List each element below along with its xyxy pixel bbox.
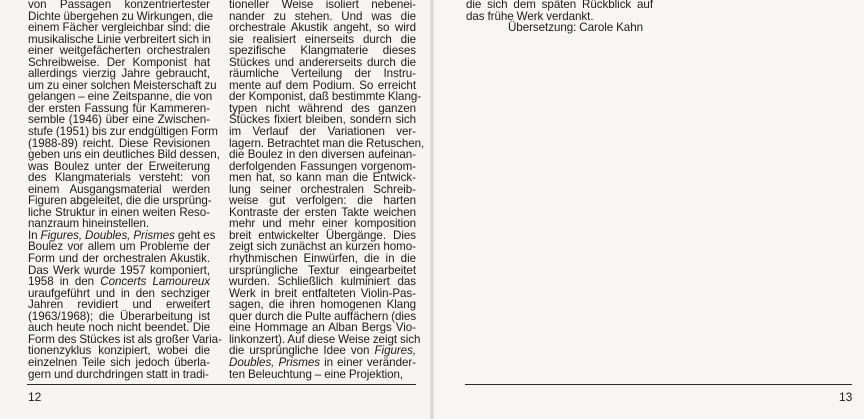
text-line: wurden. Schließlich kulminiert das [229,275,416,289]
footer-rule-right [465,384,852,385]
text-line: räumliche Verteilung der Instru- [229,67,416,81]
text-line: lung seiner orchestralen Schreib- [229,182,416,196]
text-line: eine Hommage an Alban Bergs Vio- [229,321,416,335]
text-line: (1963/1968); die Überarbeitung ist [28,309,210,323]
text-line: einem Fächer vergleichbar sind: die [28,21,210,35]
text-line: Werk in breit entfalteten Violin-Pas- [229,286,416,300]
text-line: men hat, so kann man die Entwick- [229,171,416,185]
text-line: tionenzyklus konzipiert, wobei die [28,344,210,358]
text-line: tioneller Weise isoliert nebenei- [229,0,416,11]
text-line: mente auf dem Podium. So erreicht [229,78,416,92]
text-line: rhythmischen Einwürfen, die in die [229,252,416,266]
text-line: allerdings vierzig Jahre gebraucht, [28,67,210,81]
text-line: linkonzert). Auf diese Weise zeigt sich [229,332,421,346]
text-line: mehr und mehr einer komposition [229,217,416,231]
text-line: Schreibweise. Der Komponist hat [28,55,210,69]
text-line: stufe (1951) bis zur endgültigen Form [28,125,218,139]
text-line: 1958 in den Concerts Lamoureux [28,275,210,289]
text-line: semble (1946) über eine Zwischen- [28,113,210,127]
text-line: auch heute noch nicht beendet. Die [28,321,210,335]
text-line: Boulez vor allem um Probleme der [28,240,210,254]
page-number-right: 13 [839,390,853,404]
text-line: Stückes und andererseits durch die [229,55,416,69]
text-line: orchestrale Akustik angeht, so wird [229,21,416,35]
text-line: liche Struktur in einen weiten Reso- [28,205,210,219]
text-line: quer durch die Pulte auffächern (dies [229,309,417,323]
text-line: geben uns ein deutliches Bild dessen, [28,148,220,162]
text-line: breit entwickelter Übergänge. Dies [229,228,416,242]
text-line: Doubles, Prismes in einer veränder- [229,355,416,369]
text-line: die Boulez in den diversen aufeinan- [229,148,416,162]
text-line: Kontraste der ersten Takte weichen [229,205,416,219]
text-line: von Passagen konzentriertester [28,0,210,11]
text-line: Form des Stückes ist als großer Varia- [28,332,222,346]
text-line: die sich dem späten Rückblick auf [466,0,653,11]
text-line: gern und durchdringen statt in tradi- [28,367,209,381]
text-line: lagern. Betrachtet man die Retuschen, [229,136,425,150]
text-line: was Boulez unter der Erweiterung [28,159,210,173]
text-line: weise gut verfolgen: die harten [229,194,416,208]
text-line: Figuren abgeleitet, die die ursprüng- [28,194,212,208]
text-line: das frühe Werk verdankt. [466,9,594,23]
text-line: gelangen – eine Zeitspanne, die von [28,90,213,104]
text-line: die ursprüngliche Idee von Figures, [229,344,416,358]
text-line: der ersten Fassung für Kammeren- [28,101,210,115]
text-line: typen nicht während des ganzen [229,101,416,115]
text-line: des Klangmaterials versteht: von [28,171,210,185]
text-line: nanzraum hineinstellen. [28,217,150,231]
text-line: um zu einer solchen Meisterschaft zu [28,78,217,92]
text-line: Stückes fixiert bleiben, sondern sich [229,113,416,127]
translator-credit: Übersetzung: Carole Kahn [507,21,643,35]
text-line: der Komponist, daß bestimmte Klang- [229,90,422,104]
text-line: Dichte übergehen zu Wirkungen, die [28,9,214,23]
text-line: nander zu stehen. Und was die [229,9,416,23]
text-line: im Verlauf der Variationen ver- [229,125,416,139]
text-line: Jahren revidiert und erweitert [28,298,210,312]
text-line: Das Werk wurde 1957 komponiert, [28,263,210,277]
text-line: einem Ausgangsmaterial werden [28,182,210,196]
text-line: ten Beleuchtung – eine Projektion, [229,367,404,381]
text-line: spezifische Klangmaterie dieses [229,44,416,58]
text-line: ursprüngliche Textur eingearbeitet [229,263,416,277]
text-line: In Figures, Doubles, Prismes geht es [28,228,216,242]
text-line: (1988-89) reicht. Diese Revisionen [28,136,210,150]
text-line: Form und der orchestralen Akustik. [28,252,210,266]
text-line: einer weitgefächerten orchestralen [28,44,210,58]
right-page-column [466,0,653,34]
text-line: sagen, die ihren homogenen Klang [229,298,416,312]
page-number-left: 12 [28,390,42,404]
text-line: musikalische Linie verbreitert sich in [28,32,211,46]
text-line: zeigt sich zunächst an kurzen homo- [229,240,416,254]
text-line: sie realisiert einerseits durch die [229,32,416,46]
text-line: einzelnen Teile sich jedoch überla- [28,355,210,369]
text-line: uraufgeführt und in den sechziger [28,286,210,300]
text-line: derfolgenden Fassungen vorgenom- [229,159,416,173]
